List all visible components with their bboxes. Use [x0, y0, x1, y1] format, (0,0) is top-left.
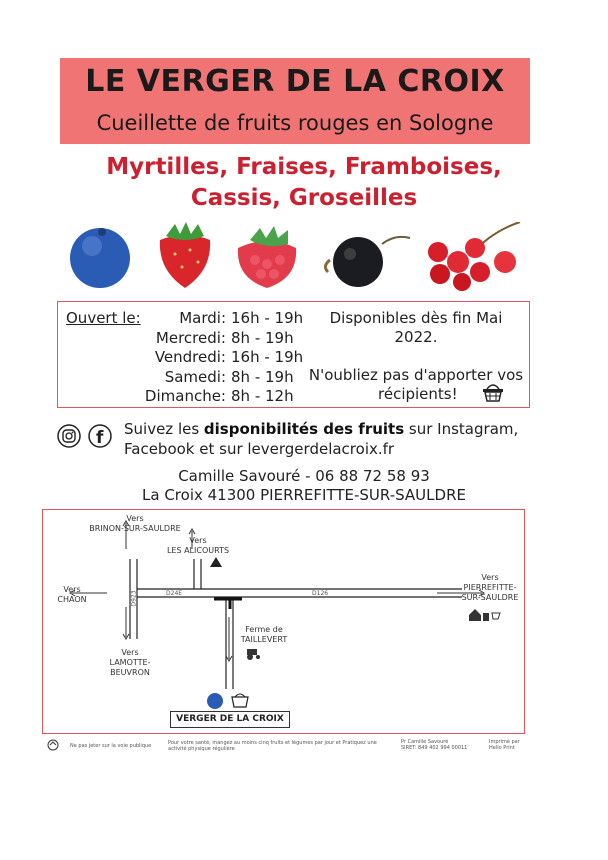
day-label: Mardi:: [179, 309, 226, 327]
day-label: Mercredi:: [155, 329, 226, 347]
map-label-chaon: Vers CHAON: [57, 585, 87, 604]
verger-blueberry-icon: [207, 693, 223, 709]
social-text-c: sur Instagram,: [404, 420, 519, 438]
tractor-icon: [247, 649, 260, 660]
blueberry-icon: [70, 228, 130, 288]
map-label-alicourts: Vers LES ALICOURTS: [166, 536, 230, 555]
campsite-icon: [210, 557, 222, 567]
day-time: 16h - 19h: [231, 309, 304, 327]
map-label-pierrefitte: Vers PIERREFITTE- SUR-SAULDRE: [461, 573, 519, 602]
opening-label: Ouvert le:: [66, 309, 141, 327]
facebook-icon: [89, 425, 111, 448]
map-label-lamotte: Vers LAMOTTE- BEUVRON: [109, 648, 151, 677]
page-title: LE VERGER DE LA CROIX: [85, 64, 505, 99]
map-label-ferme: Ferme de TAILLEVERT: [240, 625, 288, 644]
strawberry-icon: [160, 222, 210, 288]
contact-name-phone: Camille Savouré - 06 88 72 58 93: [178, 467, 430, 485]
social-icons: [57, 424, 117, 450]
footer-health: Pour votre santé, mangez au moins cinq fruits et légumes par jour et Pratiquez une activité physique régulière: [168, 740, 377, 752]
day-time: 8h - 12h: [231, 387, 294, 405]
contact-address: La Croix 41300 PIERREFITTE-SUR-SAULDRE: [142, 486, 466, 504]
day-time: 16h - 19h: [231, 348, 304, 366]
instagram-icon: [58, 425, 80, 447]
basket-icon: [481, 381, 505, 403]
day-label: Vendredi:: [154, 348, 226, 366]
blackcurrant-icon: [325, 237, 410, 287]
page-subtitle: Cueillette de fruits rouges en Sologne: [96, 111, 494, 135]
verger-basket-icon: [232, 694, 248, 707]
map-roads: [42, 509, 525, 734]
day-label: Samedi:: [164, 368, 226, 386]
footer-author: Pr Camille Savouré SIRET: 849 402 994 00011: [401, 739, 468, 751]
footer-printer: Imprimé par Hello Print: [489, 739, 520, 751]
recycle-icon: [47, 739, 61, 751]
road-d923: D923: [130, 590, 138, 607]
reminder-line-1: N'oubliez pas d'apporter vos: [308, 366, 524, 384]
reminder-line-2: récipients!: [378, 385, 458, 403]
svg-text:f: f: [96, 428, 104, 448]
day-time: 8h - 19h: [231, 368, 294, 386]
social-text-bold: disponibilités des fruits: [203, 420, 405, 438]
day-label: Dimanche:: [144, 387, 226, 405]
availability-line-1: Disponibles dès fin Mai: [329, 309, 503, 327]
fruits-line-2: Cassis, Groseilles: [190, 185, 418, 211]
fruit-images: [60, 222, 550, 292]
availability-line-2: 2022.: [394, 328, 438, 346]
road-d24e: D24E: [166, 590, 183, 597]
day-time: 8h - 19h: [231, 329, 294, 347]
social-line-1: [124, 420, 518, 438]
raspberry-icon: [238, 226, 296, 288]
fruits-line-1: Myrtilles, Fraises, Framboises,: [106, 154, 502, 180]
map-label-brinon: Vers BRINON-SUR-SAULDRE: [89, 514, 181, 533]
map-label-verger: VERGER DE LA CROIX: [170, 711, 290, 728]
village-icon: [469, 609, 500, 621]
redcurrant-icon: [428, 222, 520, 291]
social-text-a: Suivez les: [124, 420, 204, 438]
road-d126: D126: [312, 590, 329, 597]
social-line-2: Facebook et sur levergerdelacroix.fr: [124, 440, 395, 458]
footer-litter: Ne pas jeter sur la voie publique: [70, 743, 152, 749]
